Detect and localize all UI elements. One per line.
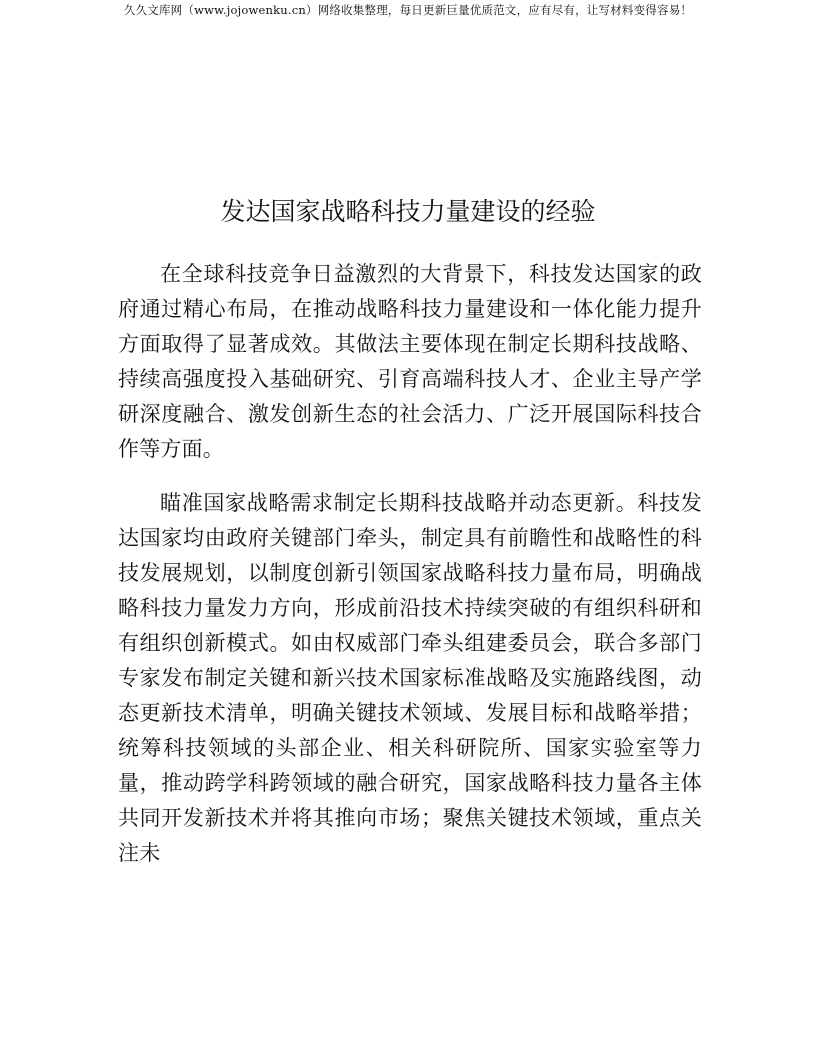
document-title: 发达国家战略科技力量建设的经验 [220, 197, 596, 226]
body-paragraph: 在全球科技竞争日益激烈的大背景下，科技发达国家的政府通过精心布局，在推动战略科技力量建设和一体化能力提升方面取得了显著成效。其做法主要体现在制定长期科技战略、持续高强度投入基础研究、引育高端科技人才、企业主导产学研深度融合、激发创新生态的社会活力、广泛开展国际科技合作等方面。 [118, 262, 702, 461]
body-paragraph: 瞄准国家战略需求制定长期科技战略并动态更新。科技发达国家均由政府关键部门牵头，制定具有前瞻性和战略性的科技发展规划，以制度创新引领国家战略科技力量布局，明确战略科技力量发力方向，形成前沿技术持续突破的有组织科研和有组织创新模式。如由权威部门牵头组建委员会，联合多部门专家发布制定关键和新兴技术国家标准战略及实施路线图，动态更新技术清单，明确关键技术领域、发展目标和战略举措；统筹科技领域的头部企业、相关科研院所、国家实验室等力量，推动跨学科跨领域的融合研究，国家战略科技力量各主体共同开发新技术并将其推向市场；聚焦关键技术领域，重点关注未 [118, 491, 702, 865]
site-header-note: 久久文库网（www.jojowenku.cn）网络收集整理，每日更新巨量优质范文，应有尽有，让写材料变得容易！ [123, 3, 693, 17]
